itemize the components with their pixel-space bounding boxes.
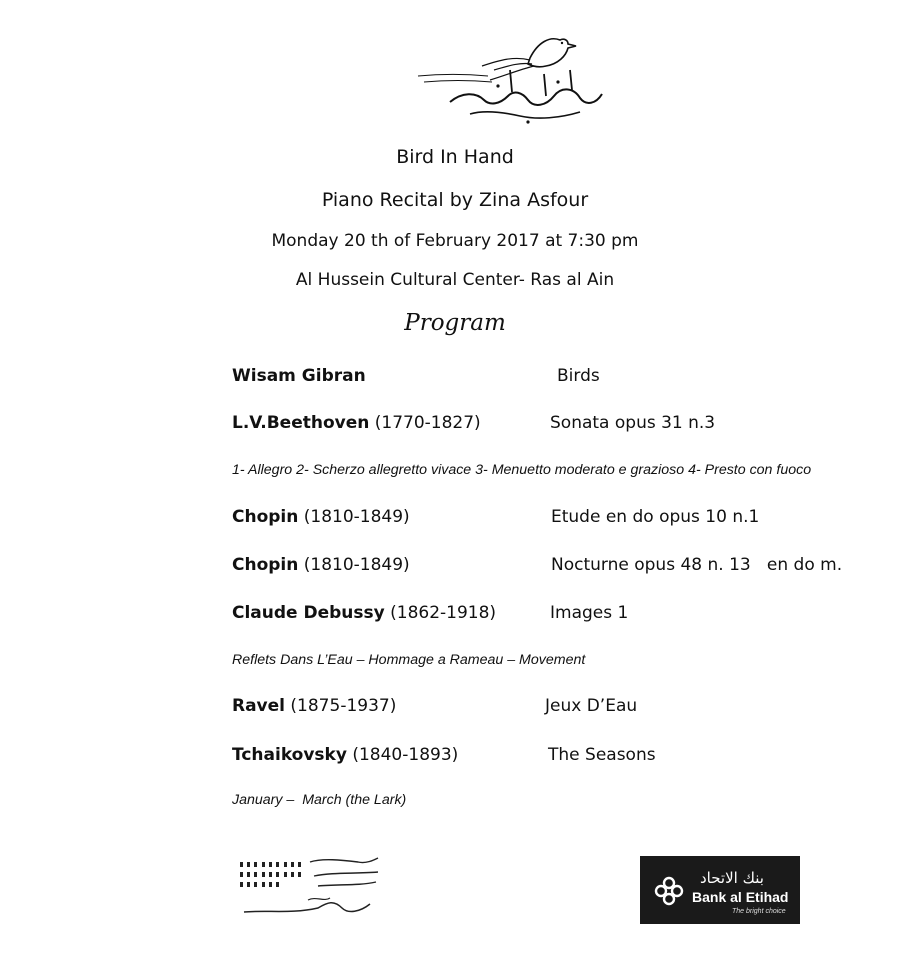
bird-in-hand-logo [410, 30, 610, 130]
program-row-beethoven [232, 413, 481, 433]
composer-name: L.V.Beethoven [232, 413, 370, 433]
composer-name: Tchaikovsky [232, 745, 347, 765]
composer-years: (1810-1849) [303, 555, 410, 575]
program-row-tchaikovsky [232, 745, 458, 765]
program-row-chopin-etude [232, 507, 410, 527]
program-row-debussy [232, 603, 496, 623]
composer-name: Ravel [232, 696, 286, 716]
composer-years: (1840-1893) [352, 745, 459, 765]
event-venue: Al Hussein Cultural Center- Ras al Ain [295, 270, 615, 290]
composer-years: (1770-1827) [374, 413, 481, 433]
bank-arabic-name: بنك الاتحاد [700, 869, 764, 887]
event-date: Monday 20 th of February 2017 at 7:30 pm [271, 231, 639, 251]
event-title: Bird In Hand [396, 146, 514, 168]
event-subtitle: Piano Recital by Zina Asfour [321, 189, 589, 211]
movement-note: 1- Allegro 2- Scherzo allegretto vivace 3- Menuetto moderato e grazioso 4- Presto con fuoco [232, 462, 812, 478]
program-heading: Program [404, 310, 506, 336]
movement-note: Reflets Dans L’Eau – Hommage a Rameau – Movement [232, 652, 586, 668]
piece-title: Sonata opus 31 n.3 [550, 413, 716, 433]
bank-emblem-icon [652, 874, 686, 908]
piece-title: Images 1 [550, 603, 629, 623]
bank-al-etihad-logo [640, 856, 800, 924]
composer-name: Claude Debussy [232, 603, 385, 623]
piece-title: Birds [557, 366, 600, 386]
piece-title: The Seasons [548, 745, 656, 765]
program-row-gibran [232, 366, 366, 386]
composer-name: Wisam Gibran [232, 366, 366, 386]
piece-title: Nocturne opus 48 n. 13 en do m. [551, 555, 843, 575]
piece-title: Etude en do opus 10 n.1 [551, 507, 760, 527]
movement-note: January – March (the Lark) [232, 792, 407, 808]
composer-years: (1875-1937) [290, 696, 397, 716]
contemporary-music-logo [238, 856, 384, 922]
bank-name: Bank al Etihad [692, 889, 789, 905]
program-row-chopin-nocturne [232, 555, 410, 575]
composer-name: Chopin [232, 507, 299, 527]
program-row-ravel [232, 696, 396, 716]
composer-name: Chopin [232, 555, 299, 575]
bank-tagline: The bright choice [732, 908, 786, 915]
composer-years: (1862-1918) [390, 603, 497, 623]
piece-title: Jeux D’Eau [545, 696, 638, 716]
composer-years: (1810-1849) [303, 507, 410, 527]
